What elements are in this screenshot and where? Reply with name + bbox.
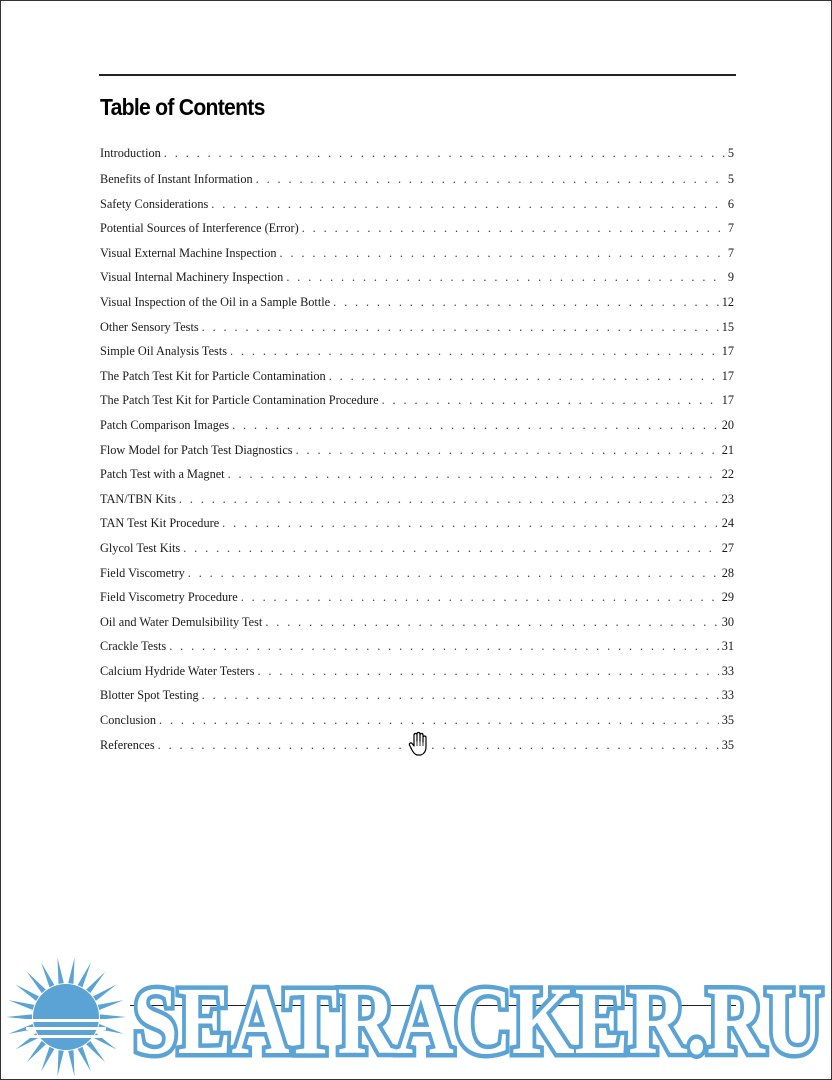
toc-dot-leader xyxy=(211,192,725,217)
toc-entry[interactable] xyxy=(100,511,734,536)
toc-entry-page[interactable]: 33 xyxy=(721,663,734,678)
toc-entry[interactable] xyxy=(100,265,734,290)
toc-entry-page[interactable]: 17 xyxy=(721,368,734,383)
sun-ray xyxy=(41,1047,54,1072)
toc-entry[interactable] xyxy=(100,536,734,561)
toc-entry-label[interactable]: TAN/TBN Kits xyxy=(100,491,176,506)
toc-entry-label[interactable]: Visual External Machine Inspection xyxy=(100,245,277,260)
sun-ray xyxy=(93,985,116,1001)
sun-ray xyxy=(78,1047,91,1072)
toc-dot-leader xyxy=(329,364,719,389)
toc-entry-label[interactable]: Potential Sources of Interference (Error) xyxy=(100,221,299,236)
toc-dot-leader xyxy=(228,462,719,487)
page-title: Table of Contents xyxy=(100,94,265,120)
toc-entry[interactable] xyxy=(100,610,734,635)
toc-entry-label[interactable]: Conclusion xyxy=(100,713,157,728)
toc-dot-leader xyxy=(280,241,725,266)
sun-ray xyxy=(98,1000,124,1010)
top-rule xyxy=(99,74,736,76)
toc-entry-label[interactable]: Oil and Water Demulsibility Test xyxy=(100,614,263,629)
toc-dot-leader xyxy=(257,659,718,684)
toc-entry-label[interactable]: Field Viscometry xyxy=(100,565,185,580)
toc-entry[interactable] xyxy=(100,462,734,487)
sun-ray xyxy=(100,1014,126,1019)
toc-entry-label[interactable]: Visual Inspection of the Oil in a Sample Bottle xyxy=(100,294,331,309)
toc-dot-leader xyxy=(202,683,719,708)
toc-dot-leader xyxy=(256,167,725,192)
toc-entry[interactable] xyxy=(100,290,734,315)
toc-entry-label[interactable]: Patch Test with a Magnet xyxy=(100,467,225,482)
toc-entry-page[interactable]: 28 xyxy=(721,565,734,580)
toc-dot-leader xyxy=(202,315,719,340)
sun-ray xyxy=(6,1014,32,1019)
toc-entry-label[interactable]: TAN Test Kit Procedure xyxy=(100,516,220,531)
toc-entry-label[interactable]: The Patch Test Kit for Particle Contamination xyxy=(100,368,326,383)
toc-dot-leader xyxy=(159,708,719,733)
toc-entry[interactable] xyxy=(100,659,734,684)
toc-entry-page[interactable]: 12 xyxy=(721,294,734,309)
sun-icon xyxy=(4,955,128,1079)
toc-dot-leader xyxy=(296,438,719,463)
watermark-text xyxy=(133,975,832,1065)
toc-dot-leader xyxy=(222,511,719,536)
toc-entry[interactable] xyxy=(100,167,734,192)
toc-entry-label[interactable]: Calcium Hydride Water Testers xyxy=(100,663,255,678)
toc-entry-page[interactable]: 7 xyxy=(727,245,734,260)
toc-entry-page[interactable]: 15 xyxy=(721,319,734,334)
sun-ray xyxy=(27,1041,46,1062)
toc-entry-label[interactable]: Introduction xyxy=(100,146,161,160)
toc-dot-leader xyxy=(382,388,719,413)
toc-dot-leader xyxy=(232,413,719,438)
toc-entry[interactable] xyxy=(100,315,734,340)
toc-entry[interactable] xyxy=(100,364,734,389)
toc-dot-leader xyxy=(265,610,718,635)
toc-entry-label[interactable]: Field Viscometry Procedure xyxy=(100,590,238,605)
toc-list xyxy=(100,140,734,757)
toc-entry[interactable] xyxy=(100,585,734,610)
sun-ray xyxy=(27,972,46,993)
toc-entry-page[interactable]: 22 xyxy=(721,467,734,482)
toc-entry-label[interactable]: Other Sensory Tests xyxy=(100,319,199,334)
toc-entry[interactable] xyxy=(100,413,734,438)
toc-dot-leader xyxy=(333,290,719,315)
toc-entry-page[interactable]: 27 xyxy=(721,540,734,555)
toc-dot-leader xyxy=(241,585,719,610)
sun-ray xyxy=(41,962,54,987)
toc-entry-page[interactable]: 35 xyxy=(721,737,734,752)
toc-entry[interactable] xyxy=(100,388,734,413)
toc-entry-page[interactable]: 20 xyxy=(721,417,734,432)
toc-entry[interactable] xyxy=(100,634,734,659)
sun-ray xyxy=(57,958,63,984)
toc-dot-leader xyxy=(164,140,725,167)
toc-entry-label[interactable]: Blotter Spot Testing xyxy=(100,688,199,703)
toc-entry[interactable] xyxy=(100,438,734,463)
toc-entry[interactable] xyxy=(100,192,734,217)
toc-entry-page[interactable]: 5 xyxy=(727,172,734,186)
toc-entry[interactable] xyxy=(100,708,734,733)
toc-entry-label[interactable]: Crackle Tests xyxy=(100,639,167,654)
toc-entry[interactable] xyxy=(100,241,734,266)
toc-entry-page[interactable]: 35 xyxy=(721,713,734,728)
toc-entry-label[interactable]: Benefits of Instant Information xyxy=(100,172,253,186)
toc-dot-leader xyxy=(158,733,719,758)
toc-entry-page[interactable]: 6 xyxy=(727,196,734,211)
toc-entry-page[interactable]: 23 xyxy=(721,491,734,506)
toc-dot-leader xyxy=(230,339,719,364)
toc-entry[interactable] xyxy=(100,561,734,586)
toc-dot-leader xyxy=(183,536,718,561)
toc-entry-page[interactable]: 5 xyxy=(727,146,734,160)
hand-cursor-icon xyxy=(407,731,431,757)
sun-ray xyxy=(78,962,91,987)
toc-entry-label[interactable]: Patch Comparison Images xyxy=(100,417,230,432)
toc-entry-page[interactable]: 30 xyxy=(721,614,734,629)
toc-entry-page[interactable]: 17 xyxy=(721,344,734,359)
toc-entry-label[interactable]: References xyxy=(100,737,155,752)
sun-ray xyxy=(68,958,74,984)
toc-entry-page[interactable]: 21 xyxy=(721,442,734,457)
toc-entry-page[interactable]: 17 xyxy=(721,393,734,408)
toc-entry[interactable] xyxy=(100,140,734,167)
toc-entry-label[interactable]: Simple Oil Analysis Tests xyxy=(100,344,228,359)
toc-entry-page[interactable]: 7 xyxy=(727,221,734,236)
toc-dot-leader xyxy=(302,216,725,241)
toc-entry[interactable] xyxy=(100,683,734,708)
sun-ray xyxy=(86,1041,105,1062)
toc-entry[interactable] xyxy=(100,216,734,241)
toc-entry[interactable] xyxy=(100,339,734,364)
sun-ray xyxy=(68,1050,74,1076)
sun-ray xyxy=(86,972,105,993)
toc-entry-label[interactable]: Visual Internal Machinery Inspection xyxy=(100,270,284,285)
sun-ray xyxy=(16,985,39,1001)
page-number: 3 xyxy=(415,1022,421,1036)
toc-entry-label[interactable]: The Patch Test Kit for Particle Contamination Procedure xyxy=(100,393,379,408)
watermark-label: SEATRACKER.RU xyxy=(133,975,823,1065)
sun-ray xyxy=(57,1050,63,1076)
toc-entry-page[interactable]: 31 xyxy=(721,639,734,654)
toc-entry-page[interactable]: 24 xyxy=(721,516,734,531)
toc-entry-page[interactable]: 29 xyxy=(721,590,734,605)
toc-dot-leader xyxy=(169,634,719,659)
toc-dot-leader xyxy=(286,265,725,290)
sun-ray xyxy=(8,1000,34,1010)
toc-entry[interactable] xyxy=(100,487,734,512)
toc-entry-page[interactable]: 33 xyxy=(721,688,734,703)
toc-entry-label[interactable]: Flow Model for Patch Test Diagnostics xyxy=(100,442,293,457)
toc-entry-label[interactable]: Safety Considerations xyxy=(100,196,209,211)
toc-dot-leader xyxy=(188,561,719,586)
toc-entry-page[interactable]: 9 xyxy=(727,270,734,285)
toc-dot-leader xyxy=(179,487,719,512)
toc-entry-label[interactable]: Glycol Test Kits xyxy=(100,540,181,555)
